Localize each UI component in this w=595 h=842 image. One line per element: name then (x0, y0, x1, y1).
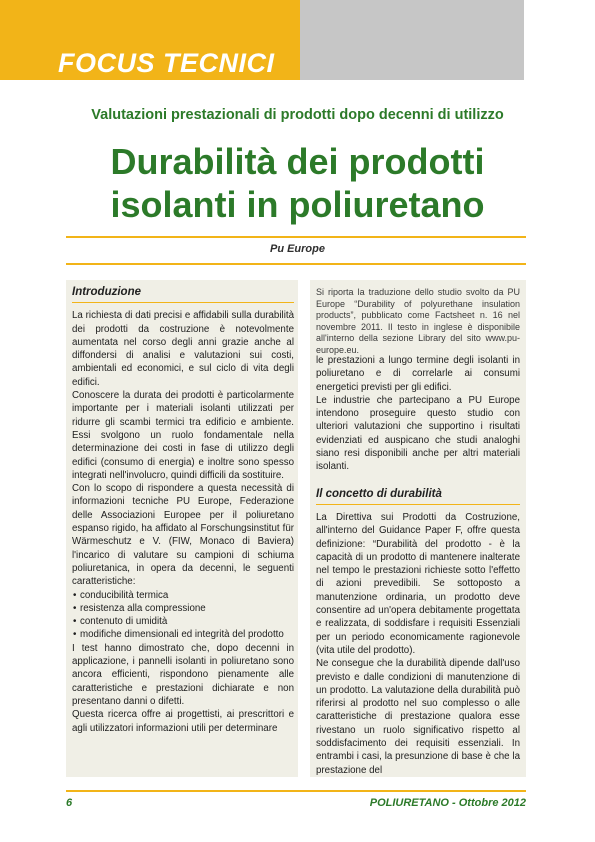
list-item: • conducibilità termica (72, 589, 294, 602)
paragraph: La richiesta di dati precisi e affidabili sulla durabilità dei prodotti da costruzione è notevolmente aumentata nel corso degli anni grazie anche al diffondersi di analisi e valutazioni sui costi, ambientali ed economici, e sul ciclo di vita degli edifici. (72, 310, 294, 388)
article-subtitle: Valutazioni prestazionali di prodotti dopo decenni di utilizzo (91, 107, 504, 123)
right-column-body (316, 354, 520, 777)
article-title-line2: isolanti in poliuretano (110, 184, 485, 225)
left-column (72, 286, 294, 735)
right-column (316, 287, 520, 357)
paragraph: I test hanno dimostrato che, dopo decenni in applicazione, i pannelli isolanti in poliuretano sono ancora efficienti, rispondono pienamente alle caratteristiche e prestazioni dichiarate e non presentano danni o difetti. (72, 642, 294, 707)
footer-rule (66, 790, 526, 792)
paragraph: La Direttiva sui Prodotti da Costruzione, all'interno del Guidance Paper F, offre questa definizione: “Durabilità del prodotto - è la capacità di un prodotto di mantenere inalterate nel tempo le prestazioni richieste sotto l'effetto di azioni prevedibili. Se sottoposto a manutenzione ordinaria, un prodotto deve consentire ad un'opera debitamente progettata e realizzata, di soddisfare i requisiti Essenziali per un periodo economicamente ragionevole (vita utile del prodotto). (316, 511, 520, 656)
list-item: • contenuto di umidità (72, 615, 294, 628)
article-title-line1: Durabilità dei prodotti (110, 141, 485, 182)
paragraph: Con lo scopo di rispondere a questa necessità di informazioni tecniche PU Europe, Federazione delle Associazioni Europee per il poliuretano espanso rigido, ha affidato al Forschungsinstitut für Wärmeschutz e V. (FIW, Monaco di Baviera) l'incarico di valutare su campioni di schiuma poliuretanica, in opera da decenni, le seguenti caratteristiche: (72, 483, 294, 588)
characteristics-list (72, 589, 294, 642)
author-top-rule (66, 236, 526, 238)
paragraph: le prestazioni a lungo termine degli isolanti in poliuretano e di correlarle ai consumi energetici previsti per gli edifici. (316, 355, 520, 393)
paragraph: Le industrie che partecipano a PU Europe intendono proseguire questo studio con ulteriori valutazioni che supportino i risultati evidenziati ed auspicano che studi analoghi siano resi disponibili anche per altri materiali isolanti. (316, 394, 520, 473)
paragraph: Conoscere la durata dei prodotti è particolarmente importante per i materiali isolanti utilizzati per ridurre gli scambi termici tra edificio e ambiente. Essi svolgono un ruolo fondamentale nella determinazione dei costi in fase di utilizzo degli edifici (consumo di energia) e inoltre sono spesso integrati nell'involucro, quindi difficili da sostituire. (72, 390, 294, 481)
list-item: • modifiche dimensionali ed integrità del prodotto (72, 628, 294, 641)
list-item: • resistenza alla compressione (72, 602, 294, 615)
translation-note: Si riporta la traduzione dello studio svolto da PU Europe “Durability of polyurethane insulation products”, pubblicato come Factsheet n. 16 nel novembre 2011. Il testo in inglese è disponibile all'interno della sezione Library del sito www.pu-europe.eu. (316, 287, 520, 355)
header-band (0, 0, 595, 80)
section-heading-durabilita: Il concetto di durabilità (316, 488, 520, 505)
article-title (0, 140, 595, 226)
author-bottom-rule (66, 263, 526, 265)
section-title: FOCUS TECNICI (58, 48, 275, 78)
article-author: Pu Europe (269, 243, 325, 255)
paragraph: Ne consegue che la durabilità dipende dall'uso previsto e dalle condizioni di manutenzione di un prodotto. La valutazione della durabilità può riferirsi al prodotto nel suo complesso o alle caratteristiche di prestazione qualora esse rivestano un ruolo significativo rispetto al soddisfacimento dei requisiti essenziali. In entrambi i casi, la presunzione di base è che la prestazione del (316, 658, 520, 776)
paragraph: Questa ricerca offre ai progettisti, ai prescrittori e agli utilizzatori informazioni utili per determinare (72, 709, 294, 734)
magazine-issue: POLIURETANO - Ottobre 2012 (369, 797, 526, 809)
section-heading-introduzione: Introduzione (72, 286, 294, 303)
page-number: 6 (66, 797, 73, 809)
